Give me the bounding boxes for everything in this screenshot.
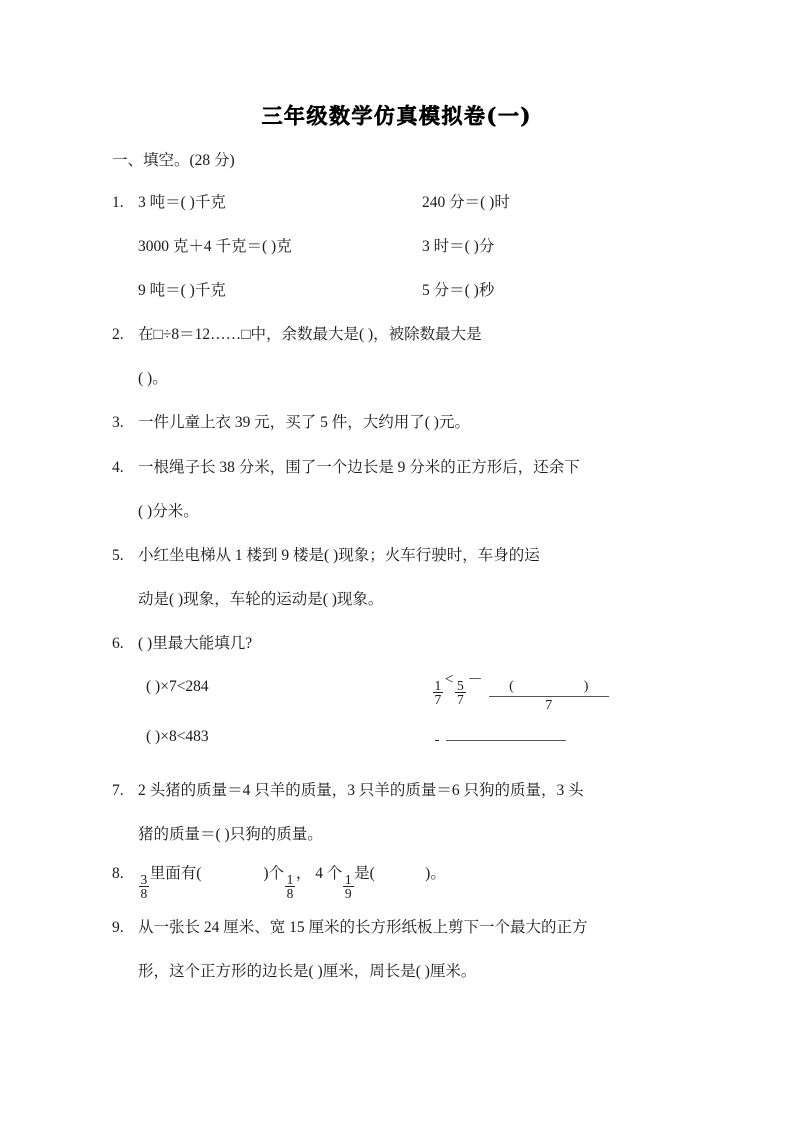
question-2-line-1: 2. 在□÷8＝12……□中，余数最大是( )，被除数最大是 <box>112 326 482 343</box>
question-2-number: 2. <box>112 326 124 343</box>
question-1-line-3-right: 5 分＝( )秒 <box>422 282 495 299</box>
question-3-line-1: 3. 一件儿童上衣 39 元，买了 5 件，大约用了( )元。 <box>112 414 470 431</box>
page-title: 三年级数学仿真模拟卷(一) <box>261 103 532 128</box>
fraction-three-eighths-q8: $\frac{3}{8}$ <box>140 871 148 902</box>
fraction-one-ninth-q8: $\frac{1}{9}$ <box>344 871 352 902</box>
question-1-line-1-left: 3 吨＝( )千克 <box>138 194 226 211</box>
fraction-one-eighth-q8: $\frac{1}{8}$ <box>286 871 294 902</box>
question-1-line-3 <box>138 283 226 299</box>
question-1-number: 1. <box>112 194 124 211</box>
fraction-blank-over-seven: $\frac{( )}{7}$ <box>485 679 613 714</box>
question-5-line-1: 5. 小红坐电梯从 1 楼到 9 楼是( )现象；火车行驶时，车身的运 <box>112 547 540 564</box>
question-4-number: 4. <box>112 459 124 476</box>
question-1-line-1-right: 240 分＝( )时 <box>422 194 510 211</box>
question-8-segment-4: 4 个 <box>315 865 343 882</box>
question-7-line-2: 猪的质量＝( )只狗的质量。 <box>138 826 323 843</box>
question-1-line-3-left: 9 吨＝( )千克 <box>138 282 226 299</box>
question-8-segment-3: ， <box>295 865 312 882</box>
question-9-line-2: 形，这个正方形的边长是( )厘米，周长是( )厘米。 <box>138 963 477 980</box>
question-1-line-2-left: 3000 克＋4 千克＝( )克 <box>138 238 292 255</box>
question-6-row-1-left: ( )×7<284 <box>146 678 209 695</box>
question-8-segment-1: 里面有( <box>149 865 202 882</box>
question-5-number: 5. <box>112 547 124 564</box>
fraction-blank-over-eight <box>442 739 570 742</box>
question-1-line-1 <box>112 195 226 211</box>
question-7-number: 7. <box>112 782 124 799</box>
question-5-line-2: 动是( )现象，车轮的运动是( )现象。 <box>138 591 384 608</box>
comparator-greater-than <box>432 721 434 738</box>
question-8-segment-5: 是( <box>354 865 375 882</box>
question-8-blank-2 <box>375 866 425 882</box>
comparator-less-than: < <box>444 671 454 688</box>
question-6-row-2-left: ( )×8<483 <box>146 728 209 745</box>
question-9-line-1: 9. 从一张长 24 厘米、宽 15 厘米的长方形纸板上剪下一个最大的正方 <box>112 919 588 936</box>
fraction-five-sevenths: $\frac{5}{7}$ <box>457 677 464 708</box>
question-4-line-2: ( )分米。 <box>138 503 199 520</box>
fraction-three-eighths <box>435 740 439 741</box>
operator-plus <box>439 721 441 738</box>
operator-minus: － <box>467 671 483 688</box>
question-9-number: 9. <box>112 919 124 936</box>
question-6-number: 6. <box>112 635 124 652</box>
question-1-line-2-right: 3 时＝( )分 <box>422 238 495 255</box>
question-8-segment-2: )个 <box>263 865 285 882</box>
question-8-line-1 <box>112 866 446 901</box>
fraction-one-seventh: $\frac{1}{7}$ <box>434 677 442 708</box>
question-8-number: 8. <box>112 865 124 882</box>
question-6-row-1-expression <box>432 672 614 714</box>
question-8-blank-1 <box>201 866 263 882</box>
question-4-line-1: 4. 一根绳子长 38 分米，围了一个边长是 9 分米的正方形后，还余下 <box>112 459 580 476</box>
question-6-row-2-expression <box>432 722 571 742</box>
question-7-line-1: 7. 2 头猪的质量＝4 只羊的质量，3 只羊的质量＝6 只狗的质量，3 头 <box>112 782 584 799</box>
section-heading: 一、填空。(28 分) <box>112 152 235 169</box>
question-6-prompt: 6. ( )里最大能填几? <box>112 635 253 652</box>
question-8-segment-6: )。 <box>425 865 446 882</box>
question-1-line-2 <box>138 239 292 255</box>
question-3-number: 3. <box>112 414 124 431</box>
question-2-line-2: ( )。 <box>138 370 168 387</box>
